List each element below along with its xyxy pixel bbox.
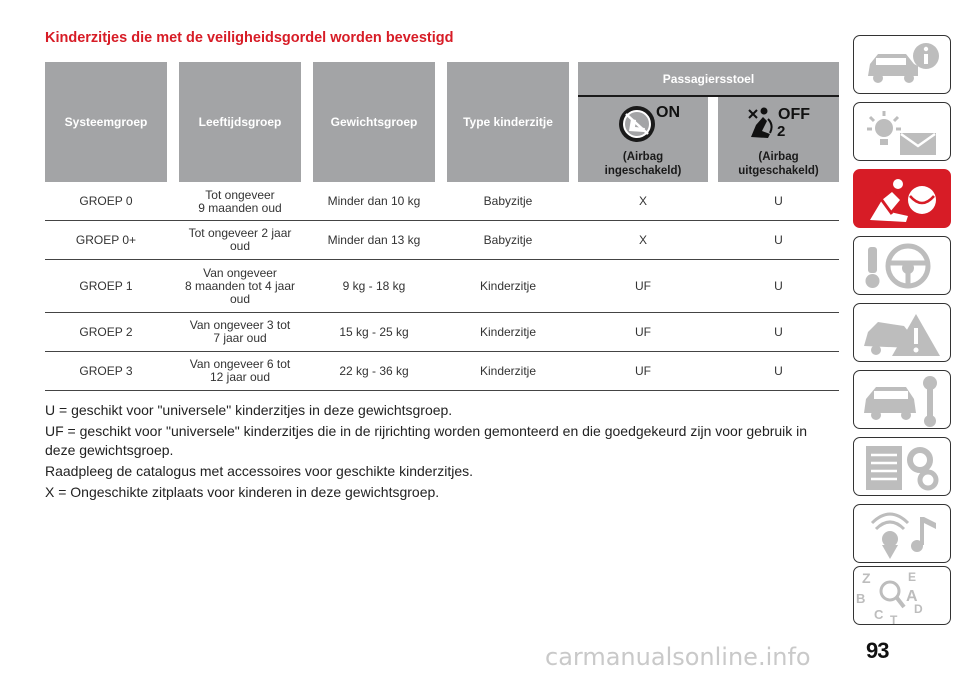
header-airbag-on <box>578 97 708 182</box>
cell-group: GROEP 0+ <box>75 232 137 247</box>
table-row <box>45 260 839 313</box>
cell-weight: Minder dan 10 kg <box>327 194 421 208</box>
index-letter: Z <box>862 570 871 586</box>
table-row <box>45 221 839 260</box>
car-emergency-icon <box>854 304 952 363</box>
tab-maintenance[interactable] <box>853 370 951 429</box>
cell-age-line: 8 maanden tot 4 jaar <box>184 278 296 293</box>
cell-group: GROEP 2 <box>79 324 133 339</box>
cell-age-line: 12 jaar oud <box>209 370 271 384</box>
car-info-icon <box>854 36 952 95</box>
cell-airbag-on: UF <box>635 363 651 378</box>
index-letter: T <box>890 613 898 626</box>
index-letter: A <box>906 588 918 605</box>
airbag-on-label-1: (Airbag <box>622 151 664 163</box>
index-letter: C <box>874 607 884 622</box>
airbag-off-label-1: (Airbag <box>758 151 799 163</box>
note-x: X = Ongeschikte zitplaats voor kinderen in deze gewichtsgroep. <box>45 484 440 500</box>
header-passagiersstoel: Passagiersstoel <box>578 62 839 95</box>
cell-type: Babyzitje <box>483 194 533 208</box>
header-gewichtsgroep: Gewichtsgroep <box>313 62 435 182</box>
cell-airbag-off: U <box>774 194 783 208</box>
cell-type: Babyzitje <box>483 232 533 247</box>
page-title: Kinderzitjes die met de veiligheidsgordel worden bevestigd <box>45 30 454 46</box>
cell-age-line: Tot ongeveer <box>205 187 275 202</box>
cell-age <box>179 183 301 220</box>
index-letter: B <box>856 591 866 606</box>
index-letter: E <box>908 570 917 584</box>
index-icon <box>854 567 952 626</box>
steering-wheel-icon <box>854 237 952 296</box>
airbag-off-icon <box>718 103 839 143</box>
header-airbag-off <box>718 97 839 182</box>
table-row <box>45 313 839 352</box>
cell-weight: 15 kg - 25 kg <box>339 324 409 339</box>
cell-airbag-on: X <box>638 232 647 247</box>
cell-age-line: Van ongeveer 6 tot <box>189 357 291 371</box>
airbag-on-badge: ON <box>656 104 680 121</box>
table-row <box>45 352 839 391</box>
cell-weight: 9 kg - 18 kg <box>342 278 406 293</box>
cell-age-line: oud <box>229 239 251 253</box>
cell-age <box>179 260 301 312</box>
header-type-kinderzitje: Type kinderzitje <box>447 62 569 182</box>
cell-group: GROEP 1 <box>79 278 133 293</box>
cell-airbag-off: U <box>774 324 783 339</box>
airbag-on-icon <box>578 103 708 143</box>
cell-age <box>179 352 301 390</box>
header-systeemgroep: Systeemgroep <box>45 62 167 182</box>
note-uf: UF = geschikt voor "universele" kinderzitjes die in de rijrichting worden gemonteerd en die goedgekeurd zijn voor gebruik in deze gewichtsgroep. <box>45 423 808 458</box>
cell-type: Kinderzitje <box>479 363 537 378</box>
tab-starting-driving[interactable] <box>853 236 951 295</box>
tab-warning-lights[interactable] <box>853 102 951 161</box>
cell-airbag-on: X <box>638 194 647 208</box>
tab-airbag-safety[interactable] <box>853 169 951 228</box>
airbag-on-label-2: ingeschakeld) <box>604 165 682 177</box>
multimedia-icon <box>854 505 952 564</box>
cell-age <box>179 221 301 259</box>
cell-type: Kinderzitje <box>479 324 537 339</box>
index-letter: D <box>914 602 923 616</box>
watermark: carmanualsonline.info <box>545 643 811 671</box>
header-leeftijdsgroep: Leeftijdsgroep <box>179 62 301 182</box>
cell-airbag-on: UF <box>635 278 651 293</box>
cell-airbag-off: U <box>774 363 783 378</box>
cell-group: GROEP 0 <box>79 194 133 208</box>
cell-age-line: Tot ongeveer 2 jaar <box>188 226 292 240</box>
airbag-off-badge: OFF <box>778 106 810 123</box>
cell-weight: 22 kg - 36 kg <box>339 363 409 378</box>
cell-age-line: oud <box>229 291 251 306</box>
airbag-seat-icon <box>854 170 952 229</box>
page-number: 93 <box>866 638 889 663</box>
car-maintenance-icon <box>854 371 952 430</box>
tab-multimedia[interactable] <box>853 504 951 563</box>
table-row <box>45 183 839 221</box>
cell-type: Kinderzitje <box>479 278 537 293</box>
note-u: U = geschikt voor "universele" kinderzitjes in deze gewichtsgroep. <box>45 402 453 418</box>
cell-weight: Minder dan 13 kg <box>327 232 421 247</box>
tab-index[interactable] <box>853 566 951 625</box>
cell-airbag-off: U <box>774 278 783 293</box>
tab-technical-data[interactable] <box>853 437 951 496</box>
warning-lights-icon <box>854 103 952 162</box>
cell-airbag-off: U <box>774 232 783 247</box>
airbag-off-badge-sub: 2 <box>777 123 786 140</box>
cell-age <box>179 313 301 351</box>
cell-age-line: 7 jaar oud <box>213 331 267 345</box>
cell-age-line: Van ongeveer <box>203 265 277 280</box>
cell-age-line: Van ongeveer 3 tot <box>189 318 291 332</box>
note-catalogus: Raadpleeg de catalogus met accessoires voor geschikte kinderzitjes. <box>45 463 474 479</box>
airbag-off-label-2: uitgeschakeld) <box>738 165 819 177</box>
technical-data-icon <box>854 438 952 497</box>
cell-age-line: 9 maanden oud <box>198 200 282 215</box>
tab-emergency[interactable] <box>853 303 951 362</box>
cell-group: GROEP 3 <box>79 363 133 378</box>
tab-car-info[interactable] <box>853 35 951 94</box>
cell-airbag-on: UF <box>635 324 651 339</box>
